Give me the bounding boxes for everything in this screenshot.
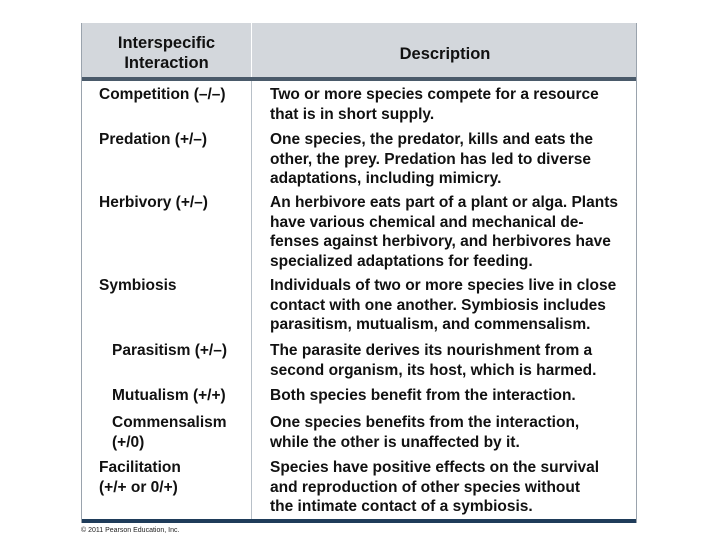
row-competition-term: Competition (–/–): [99, 86, 226, 103]
table-bottom-rule: [82, 519, 636, 523]
row-commensalism-desc: One species benefits from the interaction, while the other is unaffected by it.: [270, 414, 580, 451]
interactions-table: [81, 23, 637, 523]
row-herbivory-term: Herbivory (+/–): [99, 194, 208, 211]
row-parasitism-desc: The parasite derives its nourishment from a second organism, its host, which is harmed.: [270, 342, 597, 379]
row-competition-desc: Two or more species compete for a resource that is in short supply.: [270, 86, 599, 123]
row-mutualism-term: Mutualism (+/+): [112, 387, 226, 404]
copyright-footer: © 2011 Pearson Education, Inc.: [81, 527, 180, 534]
row-symbiosis-term: Symbiosis: [99, 277, 177, 294]
column-divider: [251, 81, 252, 519]
row-commensalism-term: Commensalism (+/0): [112, 414, 227, 451]
table-header: [82, 23, 636, 81]
row-herbivory-desc: An herbivore eats part of a plant or alga. Plants have various chemical and mechanical de- fenses against herbivory, and herbivores have specialized adaptations for feeding.: [270, 194, 618, 270]
header-interaction: Interspecific Interaction: [117, 34, 216, 72]
row-predation-term: Predation (+/–): [99, 131, 208, 148]
row-facilitation-term: Facilitation (+/+ or 0/+): [99, 459, 181, 496]
row-mutualism-desc: Both species benefit from the interaction.: [270, 387, 576, 404]
row-symbiosis-desc: Individuals of two or more species live in close contact with one another. Symbiosis includes parasitism, mutualism, and commensalism.: [270, 277, 617, 333]
row-predation-desc: One species, the predator, kills and eats the other, the prey. Predation has led to diverse adaptations, including mimicry.: [270, 131, 594, 187]
header-description: Description: [399, 45, 491, 63]
header-divider: [251, 23, 252, 77]
row-facilitation-desc: Species have positive effects on the survival and reproduction of other species without the intimate contact of a symbiosis.: [270, 459, 600, 515]
row-parasitism-term: Parasitism (+/–): [112, 342, 228, 359]
